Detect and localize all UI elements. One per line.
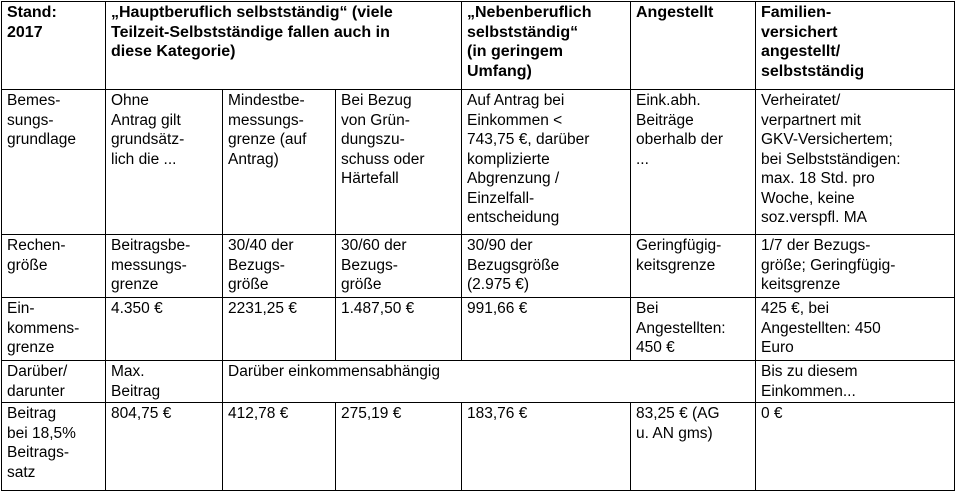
cell-darueber-familie: Bis zu diesem Einkommen... xyxy=(756,361,955,403)
header-angestellt: Angestellt xyxy=(631,2,756,90)
cell-darueber-haupt-a: Max. Beitrag xyxy=(106,361,223,403)
cell-beitrag-neben: 183,76 € xyxy=(462,403,631,491)
cell-ein-haupt-a: 4.350 € xyxy=(106,298,223,361)
cell-ein-neben: 991,66 € xyxy=(462,298,631,361)
table-row xyxy=(2,361,955,403)
cell-rechen-haupt-c: 30/60 der Bezugs- größe xyxy=(336,235,462,298)
header-familienversichert: Familien- versichert angestellt/ selbstständig xyxy=(756,2,955,90)
cell-rechen-neben: 30/90 der Bezugsgröße (2.975 €) xyxy=(462,235,631,298)
cell-ein-angestellt: Bei Angestellten: 450 € xyxy=(631,298,756,361)
cell-darueber-span: Darüber einkommensabhängig xyxy=(223,361,756,403)
row-label-beitrag: Beitrag bei 18,5% Beitrags- satz xyxy=(2,403,106,491)
cell-beitrag-haupt-c: 275,19 € xyxy=(336,403,462,491)
row-label-darueber: Darüber/ darunter xyxy=(2,361,106,403)
cell-ein-haupt-c: 1.487,50 € xyxy=(336,298,462,361)
cell-rechen-angestellt: Geringfügig- keitsgrenze xyxy=(631,235,756,298)
cell-bemessung-haupt-a: Ohne Antrag gilt grundsätz- lich die ... xyxy=(106,90,223,235)
table-row xyxy=(2,235,955,298)
table-row xyxy=(2,298,955,361)
header-stand: Stand: 2017 xyxy=(2,2,106,90)
contribution-table xyxy=(1,1,955,491)
row-label-bemessungsgrundlage: Bemes- sungs- grundlage xyxy=(2,90,106,235)
row-label-rechengroesse: Rechen- größe xyxy=(2,235,106,298)
table-row xyxy=(2,90,955,235)
cell-beitrag-familie: 0 € xyxy=(756,403,955,491)
cell-ein-familie: 425 €, bei Angestellten: 450 Euro xyxy=(756,298,955,361)
cell-rechen-haupt-a: Beitragsbe- messungs- grenze xyxy=(106,235,223,298)
header-hauptberuflich: „Hauptberuflich selbstständig“ (viele Teilzeit-Selbstständige fallen auch in diese Kategorie) xyxy=(106,2,462,90)
cell-bemessung-angestellt: Eink.abh. Beiträge oberhalb der ... xyxy=(631,90,756,235)
table-row xyxy=(2,403,955,491)
cell-rechen-haupt-b: 30/40 der Bezugs- größe xyxy=(223,235,336,298)
row-label-einkommensgrenze: Ein- kommens- grenze xyxy=(2,298,106,361)
cell-bemessung-neben: Auf Antrag bei Einkommen < 743,75 €, darüber komplizierte Abgrenzung / Einzelfall- entscheidung xyxy=(462,90,631,235)
table-header-row xyxy=(2,2,955,90)
cell-bemessung-familie: Verheiratet/ verpartnert mit GKV-Versichertem; bei Selbstständigen: max. 18 Std. pro Woche, keine soz.verspfl. MA xyxy=(756,90,955,235)
cell-rechen-familie: 1/7 der Bezugs- größe; Geringfügig- keitsgrenze xyxy=(756,235,955,298)
header-nebenberuflich: „Nebenberuflich selbstständig“ (in geringem Umfang) xyxy=(462,2,631,90)
cell-beitrag-haupt-b: 412,78 € xyxy=(223,403,336,491)
cell-bemessung-haupt-b: Mindestbe- messungs- grenze (auf Antrag) xyxy=(223,90,336,235)
cell-beitrag-angestellt: 83,25 € (AG u. AN gms) xyxy=(631,403,756,491)
cell-ein-haupt-b: 2231,25 € xyxy=(223,298,336,361)
cell-bemessung-haupt-c: Bei Bezug von Grün- dungszu- schuss oder Härtefall xyxy=(336,90,462,235)
cell-beitrag-haupt-a: 804,75 € xyxy=(106,403,223,491)
